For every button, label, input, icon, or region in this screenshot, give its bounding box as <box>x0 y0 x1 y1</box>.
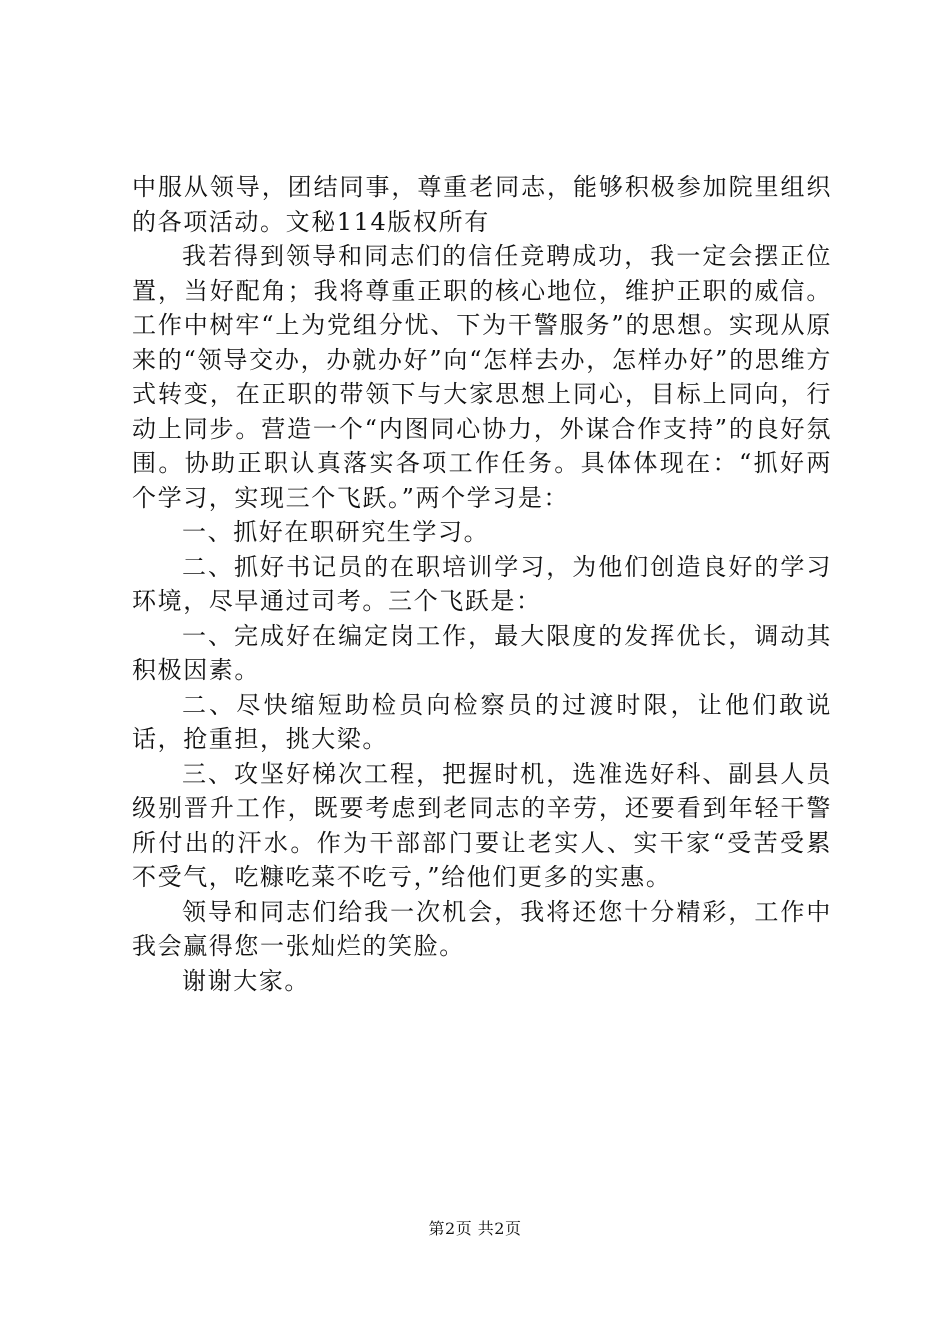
paragraph: 二、抓好书记员的在职培训学习，为他们创造良好的学习环境，尽早通过司考。三个飞跃是： <box>132 552 832 615</box>
paragraph: 我若得到领导和同志们的信任竞聘成功，我一定会摆正位置，当好配角；我将尊重正职的核心地位，维护正职的威信。工作中树牢“上为党组分忧、下为干警服务”的思想。实现从原来的“领导交办，办就办好”向“怎样去办，怎样办好”的思维方式转变，在正职的带领下与大家思想上同心，目标上同向，行动上同步。营造一个“内图同心协力，外谋合作支持”的良好氛围。协助正职认真落实各项工作任务。具体体现在：“抓好两个学习，实现三个飞跃。”两个学习是： <box>132 242 832 512</box>
paragraph: 谢谢大家。 <box>182 966 310 995</box>
paragraph: 中服从领导，团结同事，尊重老同志，能够积极参加院里组织的各项活动。文秘114版权所有 <box>132 173 832 236</box>
paragraph: 二、尽快缩短助检员向检察员的过渡时限，让他们敢说话，抢重担，挑大梁。 <box>132 690 832 753</box>
paragraph: 领导和同志们给我一次机会，我将还您十分精彩，工作中我会赢得您一张灿烂的笑脸。 <box>132 897 832 960</box>
paragraph: 一、抓好在职研究生学习。 <box>182 518 490 546</box>
document-body <box>132 170 832 998</box>
page-number-footer: 第2页 共2页 <box>428 1219 522 1238</box>
paragraph: 三、攻坚好梯次工程，把握时机，选准选好科、副县人员级别晋升工作，既要考虑到老同志的辛劳，还要看到年轻干警所付出的汗水。作为干部部门要让老实人、实干家“受苦受累不受气，吃糠吃菜不吃亏，”给他们更多的实惠。 <box>132 759 832 891</box>
paragraph: 一、完成好在编定岗工作，最大限度的发挥优长，调动其积极因素。 <box>132 621 832 684</box>
